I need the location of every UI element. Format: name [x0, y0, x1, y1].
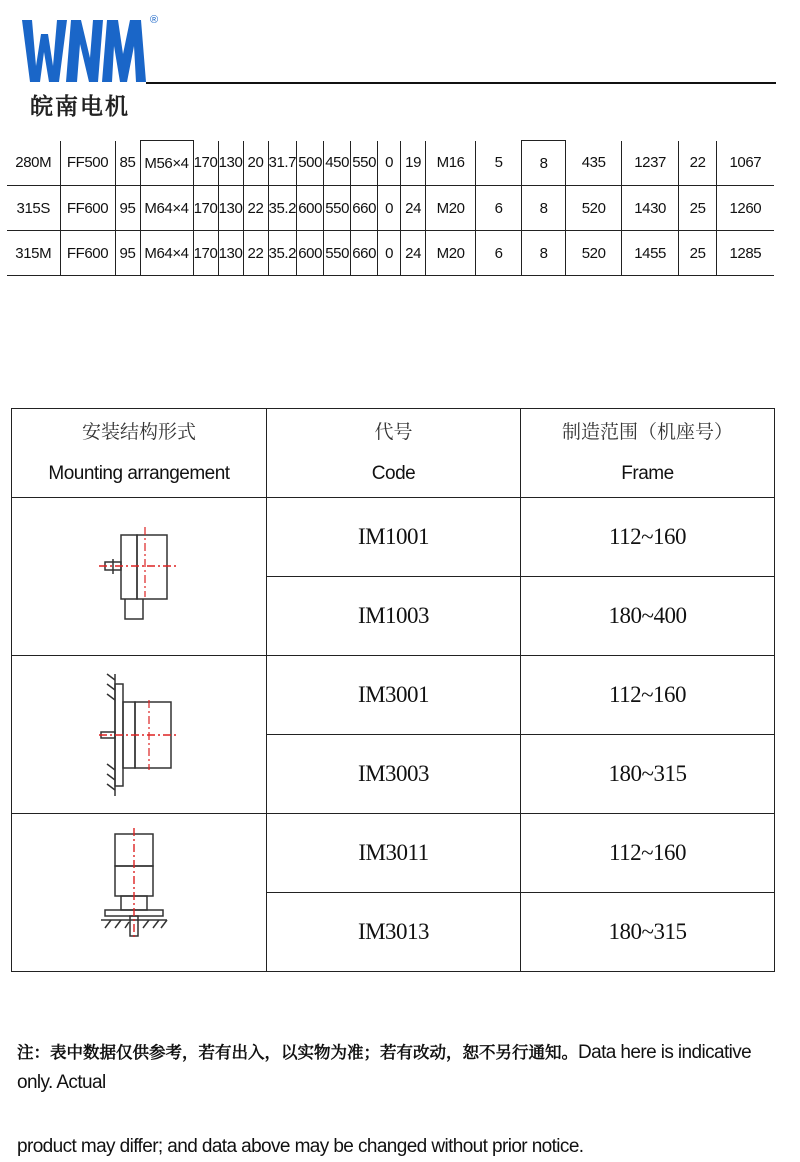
- flange-mounted-motor-figure: [12, 656, 267, 814]
- mounting-table-header: [12, 409, 775, 498]
- table-cell: 25: [679, 186, 717, 231]
- table-cell: 0: [378, 186, 401, 231]
- table-cell: 1260: [717, 186, 774, 231]
- table-cell: 280M: [7, 141, 60, 186]
- table-cell: 130: [218, 231, 243, 276]
- table-cell: 170: [193, 141, 218, 186]
- frame-im3011: 112~160: [608, 840, 687, 865]
- table-cell: FF600: [60, 231, 115, 276]
- table-row: [12, 498, 775, 577]
- table-cell: 95: [115, 231, 140, 276]
- table-cell: 1455: [622, 231, 679, 276]
- table-cell: 1430: [622, 186, 679, 231]
- table-cell: 8: [522, 186, 566, 231]
- table-cell: 600: [297, 231, 324, 276]
- frame-im1003: 180~400: [608, 603, 687, 628]
- table-cell: M64×4: [140, 186, 193, 231]
- table-cell: 500: [297, 141, 324, 186]
- vertical-flange-motor-figure: [12, 814, 267, 972]
- table-row: [7, 231, 774, 276]
- table-cell: M56×4: [140, 141, 193, 186]
- code-im1001: IM1001: [357, 524, 430, 549]
- table-cell: 0: [378, 231, 401, 276]
- table-cell: 520: [566, 231, 622, 276]
- header-mounting-en: Mounting arrangement: [48, 463, 230, 484]
- note-english-line2: product may differ; and data above may be changed without prior notice.: [17, 1136, 584, 1157]
- table-cell: 550: [324, 186, 351, 231]
- table-cell: 8: [522, 141, 566, 186]
- frame-im1001: 112~160: [608, 524, 687, 549]
- table-cell: 22: [243, 231, 268, 276]
- header-frame-en: Frame: [621, 463, 674, 484]
- table-cell: 520: [566, 186, 622, 231]
- table-cell: 6: [476, 231, 522, 276]
- disclaimer-note: [17, 1038, 787, 1162]
- header-divider: [146, 82, 776, 84]
- table-cell: 170: [193, 231, 218, 276]
- table-cell: 1067: [717, 141, 774, 186]
- table-row: [12, 814, 775, 893]
- table-cell: 315M: [7, 231, 60, 276]
- foot-mounted-motor-figure: [12, 498, 267, 656]
- table-cell: 130: [218, 186, 243, 231]
- code-im3011: IM3011: [358, 840, 429, 865]
- table-cell: 25: [679, 231, 717, 276]
- dimension-spec-table: [7, 140, 774, 276]
- header-mounting-cn: 安装结构形式: [81, 421, 196, 443]
- note-chinese: 注：表中数据仅供参考，若有出入，以实物为准；若有改动，恕不另行通知。: [17, 1043, 578, 1062]
- table-cell: 1237: [622, 141, 679, 186]
- table-cell: 660: [351, 231, 378, 276]
- frame-im3001: 112~160: [608, 682, 687, 707]
- table-cell: FF600: [60, 186, 115, 231]
- table-cell: 600: [297, 186, 324, 231]
- header-code-en: Code: [371, 463, 416, 484]
- frame-im3013: 180~315: [608, 919, 687, 944]
- table-cell: 22: [679, 141, 717, 186]
- table-cell: 24: [401, 186, 426, 231]
- table-cell: 85: [115, 141, 140, 186]
- table-row: [7, 141, 774, 186]
- brand-logo: [22, 14, 159, 121]
- header-code: [267, 409, 521, 498]
- code-im3003: IM3003: [357, 761, 430, 786]
- vertical-flange-motor-icon: [99, 828, 179, 958]
- wnm-logo-mark: [22, 14, 150, 86]
- frame-im3003: 180~315: [608, 761, 687, 786]
- table-cell: 95: [115, 186, 140, 231]
- code-im3013: IM3013: [357, 919, 430, 944]
- header-frame: [521, 409, 775, 498]
- header-frame-cn: 制造范围（机座号）: [561, 421, 733, 443]
- mounting-arrangement-table: [11, 408, 775, 972]
- table-cell: 660: [351, 186, 378, 231]
- table-cell: 315S: [7, 186, 60, 231]
- foot-mounted-motor-icon: [99, 527, 179, 627]
- table-cell: FF500: [60, 141, 115, 186]
- table-cell: 22: [243, 186, 268, 231]
- table-cell: 130: [218, 141, 243, 186]
- table-cell: 1285: [717, 231, 774, 276]
- table-cell: 20: [243, 141, 268, 186]
- table-cell: 35.2: [268, 186, 297, 231]
- table-cell: 6: [476, 186, 522, 231]
- table-cell: 550: [324, 231, 351, 276]
- table-cell: 450: [324, 141, 351, 186]
- table-cell: 24: [401, 231, 426, 276]
- header-mounting-arrangement: [12, 409, 267, 498]
- registered-mark: ®: [150, 14, 159, 26]
- table-row: [12, 656, 775, 735]
- table-cell: 8: [522, 231, 566, 276]
- table-cell: 19: [401, 141, 426, 186]
- table-cell: 31.7: [268, 141, 297, 186]
- table-cell: M20: [426, 231, 476, 276]
- brand-subtitle: 皖南电机: [30, 94, 130, 120]
- code-im1003: IM1003: [357, 603, 430, 628]
- table-cell: M16: [426, 141, 476, 186]
- table-row: [7, 186, 774, 231]
- code-im3001: IM3001: [357, 682, 430, 707]
- flange-mounted-motor-icon: [99, 670, 179, 800]
- table-cell: 0: [378, 141, 401, 186]
- table-cell: 35.2: [268, 231, 297, 276]
- table-cell: 5: [476, 141, 522, 186]
- header-code-cn: 代号: [374, 421, 413, 443]
- table-cell: 435: [566, 141, 622, 186]
- table-cell: M64×4: [140, 231, 193, 276]
- table-cell: 550: [351, 141, 378, 186]
- table-cell: 170: [193, 186, 218, 231]
- note-english-line1: Data here is indicative only. Actual: [17, 1042, 752, 1093]
- table-cell: M20: [426, 186, 476, 231]
